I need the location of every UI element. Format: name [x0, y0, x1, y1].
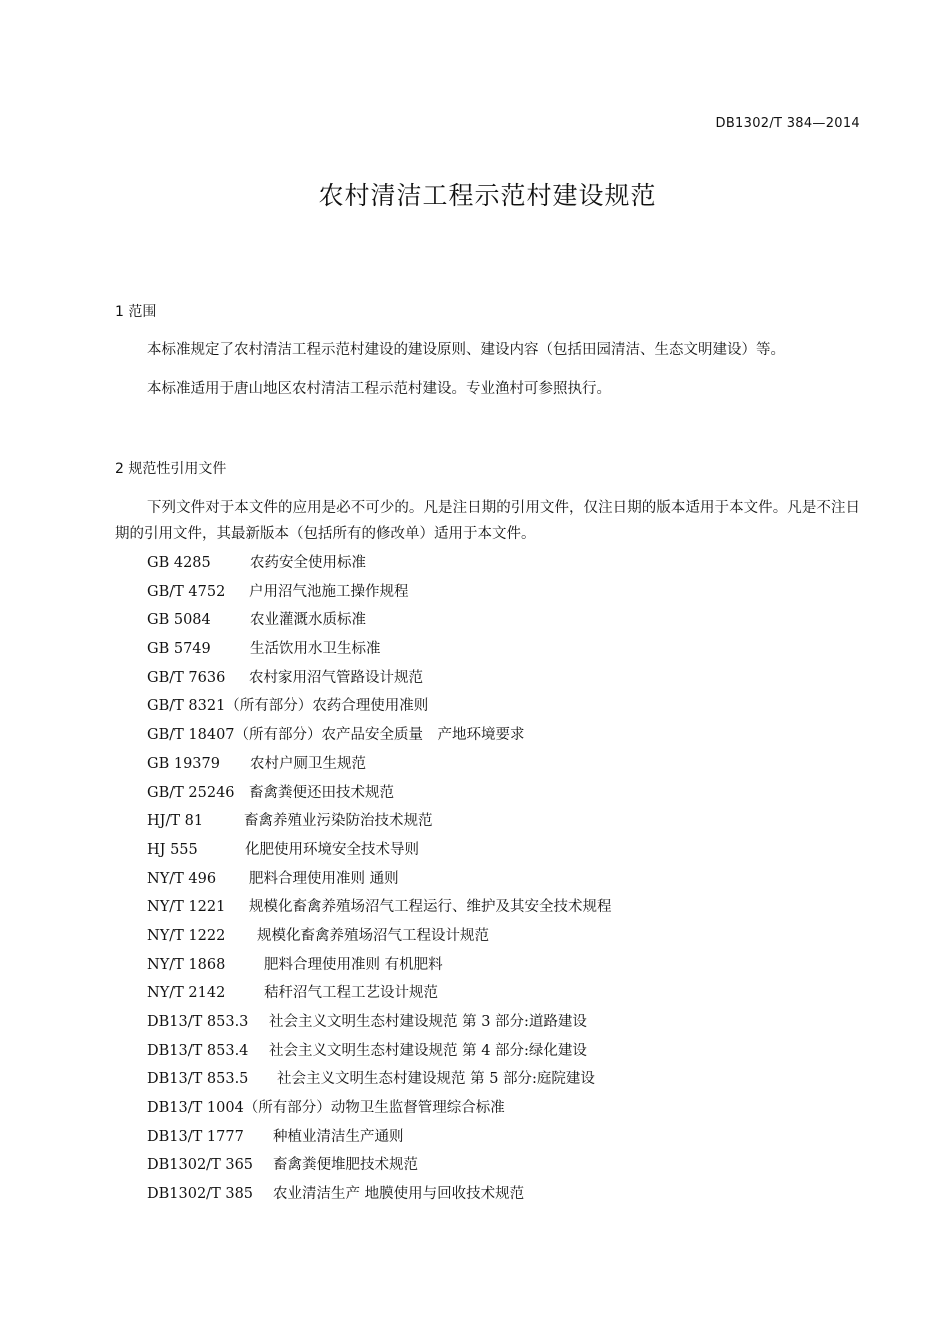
reference-code: HJ 555 — [147, 841, 198, 858]
reference-code: NY/T 1222 — [147, 927, 226, 944]
scope-paragraph: 本标准适用于唐山地区农村清洁工程示范村建设。专业渔村可参照执行。 — [147, 381, 611, 397]
reference-title: 户用沼气池施工操作规程 — [249, 583, 409, 600]
document-title: 农村清洁工程示范村建设规范 — [318, 181, 657, 210]
reference-item — [147, 979, 612, 1008]
reference-title: 社会主义文明生态村建设规范 第 3 部分:道路建设 — [269, 1014, 587, 1030]
reference-title: 农业清洁生产 地膜使用与回收技术规范 — [273, 1186, 525, 1203]
reference-code: GB 4285 — [147, 555, 211, 571]
reference-code: GB 19379 — [147, 755, 220, 772]
reference-code: DB13/T 853.5 — [147, 1071, 249, 1088]
reference-code: GB/T 4752 — [147, 583, 226, 600]
reference-title: 社会主义文明生态村建设规范 第 4 部分:绿化建设 — [269, 1042, 587, 1059]
reference-title: 化肥使用环境安全技术导则 — [245, 841, 419, 858]
reference-title: 农业灌溉水质标准 — [250, 612, 366, 629]
reference-code: GB/T 18407（所有部分） — [147, 727, 322, 744]
reference-item — [147, 1065, 612, 1094]
reference-item — [147, 779, 612, 808]
reference-code: GB/T 25246 — [147, 784, 235, 801]
scope-paragraph: 本标准规定了农村清洁工程示范村建设的建设原则、建设内容（包括田园清洁、生态文明建设）等。 — [147, 342, 785, 358]
reference-item — [147, 1037, 612, 1066]
reference-title: 畜禽养殖业污染防治技术规范 — [244, 813, 433, 830]
reference-title: 农村户厕卫生规范 — [250, 755, 366, 772]
reference-item — [147, 1123, 612, 1152]
reference-code: GB/T 8321（所有部分） — [147, 698, 313, 715]
reference-item — [147, 549, 612, 578]
reference-code: DB1302/T 385 — [147, 1186, 254, 1203]
reference-code: NY/T 1868 — [147, 956, 226, 973]
reference-title: 农产品安全质量 产地环境要求 — [321, 727, 525, 744]
reference-code: DB13/T 853.4 — [147, 1042, 249, 1059]
reference-item — [147, 635, 612, 664]
reference-title: 规模化畜禽养殖场沼气工程运行、维护及其安全技术规程 — [249, 899, 612, 916]
reference-item — [147, 951, 612, 980]
document-code: DB1302/T 384—2014 — [715, 116, 860, 131]
reference-item — [147, 1008, 612, 1037]
reference-item — [147, 721, 612, 750]
reference-code: NY/T 2142 — [147, 985, 226, 1002]
reference-title: 肥料合理使用准则 通则 — [249, 870, 399, 887]
reference-title: 畜禽粪便还田技术规范 — [249, 784, 394, 801]
reference-title: 动物卫生监督管理综合标准 — [330, 1100, 505, 1117]
reference-title: 秸秆沼气工程工艺设计规范 — [264, 985, 438, 1002]
reference-item — [147, 692, 612, 721]
reference-code: DB13/T 853.3 — [147, 1014, 249, 1030]
reference-item — [147, 1151, 612, 1180]
reference-item — [147, 664, 612, 693]
section-heading-scope: 1 范围 — [115, 304, 157, 320]
reference-code: GB 5749 — [147, 641, 211, 658]
reference-code: HJ/T 81 — [147, 813, 204, 830]
reference-item — [147, 893, 612, 922]
references-intro-paragraph: 下列文件对于本文件的应用是必不可少的。凡是注日期的引用文件，仅注日期的版本适用于本文件。凡是不注日期的引用文件，其最新版本（包括所有的修改单）适用于本文件。 — [115, 500, 860, 542]
reference-item — [147, 922, 612, 951]
reference-title: 农村家用沼气管路设计规范 — [249, 669, 423, 686]
reference-code: DB1302/T 365 — [147, 1157, 254, 1174]
reference-title: 生活饮用水卫生标准 — [250, 641, 381, 658]
reference-code: NY/T 1221 — [147, 899, 226, 916]
reference-item — [147, 865, 612, 894]
reference-code: DB13/T 1777 — [147, 1128, 244, 1145]
reference-code: GB/T 7636 — [147, 669, 226, 686]
reference-title: 农药合理使用准则 — [312, 698, 429, 715]
reference-list — [147, 549, 612, 1209]
reference-title: 畜禽粪便堆肥技术规范 — [273, 1157, 418, 1174]
reference-title: 社会主义文明生态村建设规范 第 5 部分:庭院建设 — [277, 1071, 595, 1088]
reference-code: GB 5084 — [147, 612, 211, 629]
reference-code: DB13/T 1004（所有部分） — [147, 1100, 331, 1117]
reference-item — [147, 1180, 612, 1209]
reference-item — [147, 750, 612, 779]
reference-item — [147, 1094, 612, 1123]
reference-item — [147, 807, 612, 836]
reference-item — [147, 578, 612, 607]
reference-title: 肥料合理使用准则 有机肥料 — [264, 956, 443, 973]
reference-code: NY/T 496 — [147, 870, 217, 887]
reference-title: 农药安全使用标准 — [250, 555, 366, 571]
reference-item — [147, 606, 612, 635]
reference-title: 规模化畜禽养殖场沼气工程设计规范 — [257, 927, 489, 944]
section-heading-normative-references: 2 规范性引用文件 — [115, 461, 227, 477]
reference-title: 种植业清洁生产通则 — [273, 1128, 404, 1145]
reference-item — [147, 836, 612, 865]
